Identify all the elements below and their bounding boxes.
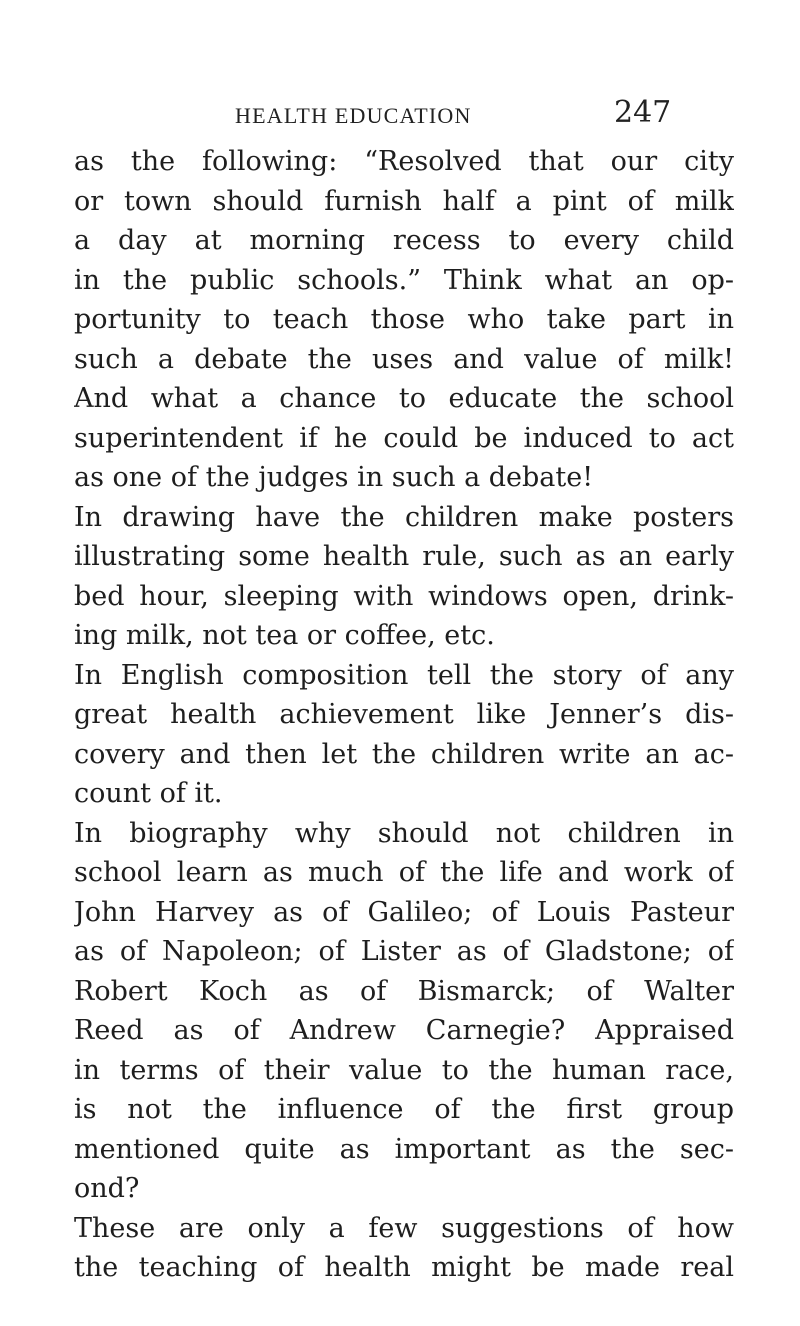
text-line: a day at morning recess to every child [74, 225, 734, 256]
text-line: such a debate the uses and value of milk! [74, 343, 734, 375]
text-line: ing milk, not tea or coffee, etc. [74, 620, 495, 651]
text-line: is not the influence of the first group [74, 1094, 734, 1125]
text-line: Reed as of Andrew Carnegie? Appraised [74, 1015, 734, 1046]
text-line: covery and then let the children write an ac- [74, 738, 734, 770]
text-line: great health achievement like Jenner’s dis- [74, 699, 734, 730]
text-line: mentioned quite as important as the sec- [74, 1133, 734, 1165]
text-line: ond? [74, 1173, 140, 1204]
text-line: And what a chance to educate the school [74, 383, 734, 414]
text-line: as the following: “Resolved that our city [74, 146, 734, 177]
text-line: school learn as much of the life and work of [74, 857, 734, 888]
text-line: bed hour, sleeping with windows open, drink- [74, 580, 734, 612]
text-line: Robert Koch as of Bismarck; of Walter [74, 975, 734, 1007]
text-line: In drawing have the children make posters [74, 501, 734, 533]
text-line: portunity to teach those who take part in [74, 304, 734, 335]
text-line: illustrating some health rule, such as an early [74, 541, 734, 572]
text-line: as of Napoleon; of Lister as of Gladstone; of [74, 936, 734, 967]
running-title: HEALTH EDUCATION [235, 103, 472, 128]
text-line: superintendent if he could be induced to act [74, 422, 734, 454]
text-line: In biography why should not children in [74, 817, 734, 849]
text-line: These are only a few suggestions of how [74, 1212, 734, 1244]
text-line: count of it. [74, 778, 223, 809]
text-line: or town should furnish half a pint of milk [74, 185, 734, 217]
body-text [74, 142, 734, 1288]
text-line: the teaching of health might be made real [74, 1252, 734, 1283]
page-number: 247 [614, 95, 672, 130]
text-line: in the public schools.” Think what an op- [74, 264, 734, 296]
text-line: as one of the judges in such a debate! [74, 462, 594, 493]
text-line: John Harvey as of Galileo; of Louis Pasteur [74, 896, 734, 928]
text-line: In English composition tell the story of any [74, 659, 734, 691]
text-line: in terms of their value to the human race, [74, 1054, 734, 1086]
running-head [0, 97, 800, 137]
